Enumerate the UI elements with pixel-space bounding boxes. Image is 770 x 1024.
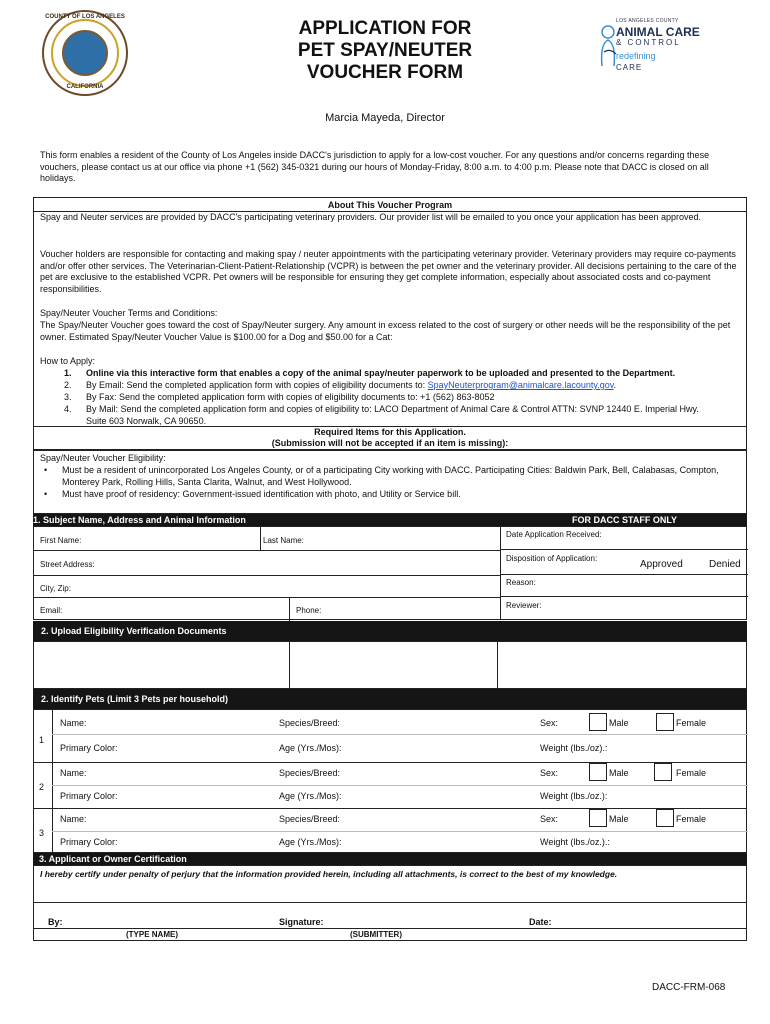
section2-header	[33, 621, 747, 641]
email-label: Email:	[40, 606, 63, 615]
submitter-caption: (SUBMITTER)	[350, 930, 402, 939]
pet-1-name-label: Name:	[60, 718, 87, 728]
pet-2-female-checkbox[interactable]	[654, 763, 672, 781]
pet-3-female-label: Female	[676, 814, 707, 824]
signature-field[interactable]	[334, 908, 514, 928]
pet-3-species-label: Species/Breed:	[279, 814, 341, 824]
pet-2-male-checkbox[interactable]	[589, 763, 607, 781]
eligibility-box	[33, 450, 747, 514]
approved-option[interactable]: Approved	[640, 559, 683, 570]
certification-statement: I hereby certify under penalty of perjury that the information provided herein, including all attachments, is correct to the best of my knowledge.	[40, 869, 618, 879]
how-item-2	[64, 380, 734, 392]
section3-heading: 3. Applicant or Owner Certification	[39, 854, 187, 864]
section2-heading: 2. Upload Eligibility Verification Documents	[41, 626, 227, 636]
section1-grid	[33, 526, 747, 620]
pet-2-name-label: Name:	[60, 768, 87, 778]
about-paragraph-2: Voucher holders are responsible for contacting and making spay / neuter appointments with the participating veterinary provider. Veterinary providers may require co-payments and/or offer other services. The Veterinarian-Client-Patient-Relationship (VCPR) is between the pet owner and the veterinary provider. All decisions pertaining to the care of the pet are exclusive to the established VCPR. Pet owners will be responsible for ensuring they get complete information, especially about associated costs and co-payment responsibilities.	[40, 249, 737, 294]
title-line-2: PET SPAY/NEUTER	[297, 40, 473, 61]
logo-county: LOS ANGELES COUNTY	[616, 18, 679, 24]
dacc-logo	[598, 18, 738, 78]
how-item-4-text: By Mail: Send the completed application form and copies of eligibility to: LACO Department of Animal Care & Control ATTN: SVNP 12440 E. Imperial Hwy. Suite 603 Norwalk, CA 90650.	[86, 404, 699, 426]
section1-header	[33, 514, 747, 526]
street-address-label: Street Address:	[40, 560, 95, 569]
seal-top-text: COUNTY OF LOS ANGELES	[45, 14, 125, 20]
how-item-4-num: 4.	[64, 404, 72, 414]
how-item-2-num: 2.	[64, 380, 72, 390]
pet-1-sex-label: Sex:	[540, 718, 559, 728]
how-item-2-after: .	[613, 380, 617, 390]
pet-1-male-checkbox[interactable]	[589, 713, 607, 731]
pet-2-age-label: Age (Yrs./Mos):	[279, 791, 342, 801]
upload-slot-2[interactable]	[290, 642, 498, 688]
how-item-1-text: Online via this interactive form that enables a copy of the animal spay/neuter paperwork to be uploaded and presented to the Department.	[86, 368, 676, 378]
upload-area	[33, 641, 747, 689]
reason-label: Reason:	[506, 578, 536, 587]
pet-1-weight-label: Weight (lbs./oz).:	[540, 743, 608, 753]
eligibility-item-1-text: Must be a resident of unincorporated Los Angeles County, or of a participating City working with DACC. Participating Cities: Baldwin Park, Bell, Calabasas, Compton, Monterey Park, Rolling Hills, Santa Clarita, Walnut, and West Hollywood.	[62, 465, 719, 487]
intro-paragraph: This form enables a resident of the County of Los Angeles inside DACC's jurisdiction to apply for a low-cost voucher. For any questions and/or concerns regarding these vouchers, please contact us at our office via phone +1 (562) 345-0321 during our hours of Monday-Friday, 8:00 a.m. to 4:00 p.m. Please note that DACC is closed on all holidays.	[40, 150, 710, 183]
pet-1-number: 1	[39, 735, 45, 745]
seal-bottom-text: CALIFORNIA	[66, 84, 104, 90]
how-item-4	[64, 404, 714, 427]
signature-label: Signature:	[279, 917, 324, 927]
pet-3-weight-label: Weight (lbs./oz.).:	[540, 837, 610, 847]
date-label: Date:	[529, 917, 552, 927]
pet-2-female-label: Female	[676, 768, 707, 778]
about-program-box	[33, 197, 747, 450]
by-label: By:	[48, 917, 63, 927]
how-title: How to Apply:	[40, 356, 96, 366]
type-name-caption: (TYPE NAME)	[126, 930, 178, 939]
pets-grid	[33, 709, 747, 853]
reviewer-label: Reviewer:	[506, 601, 542, 610]
terms-text: The Spay/Neuter Voucher goes toward the cost of Spay/Neuter surgery. Any amount in excess related to the cost of surgery or other needs will be the responsibility of the pet owner. Estimated Spay/Neuter Voucher Value is $100.00 for a Dog and $50.00 for a Cat:	[40, 320, 731, 342]
form-title	[250, 18, 520, 84]
pet-3-sex-label: Sex:	[540, 814, 559, 824]
email-link[interactable]: SpayNeuterprogram@animalcare.lacounty.gov	[427, 380, 614, 390]
pets-header	[33, 689, 747, 709]
how-item-1-num: 1.	[64, 368, 72, 378]
title-line-3: VOUCHER FORM	[306, 62, 464, 83]
disposition-label: Disposition of Application:	[506, 554, 598, 563]
pet-3-color-label: Primary Color:	[60, 837, 118, 847]
pet-1-female-checkbox[interactable]	[656, 713, 674, 731]
pet-1-species-label: Species/Breed:	[279, 718, 341, 728]
pet-2-weight-label: Weight (lbs./oz.):	[540, 791, 608, 801]
phone-label: Phone:	[296, 606, 322, 615]
first-name-label: First Name:	[40, 536, 82, 545]
pet-3-number: 3	[39, 828, 45, 838]
required-items-1: Required Items for this Application.	[314, 427, 466, 437]
pet-3-name-label: Name:	[60, 814, 87, 824]
how-item-3-num: 3.	[64, 392, 72, 402]
upload-slot-1[interactable]	[34, 642, 290, 688]
denied-option[interactable]: Denied	[709, 559, 741, 570]
pet-2-number: 2	[39, 782, 45, 792]
staff-only-heading: FOR DACC STAFF ONLY	[572, 515, 677, 525]
certification-box	[33, 865, 747, 941]
how-item-3-text: By Fax: Send the completed application form with copies of eligibility documents to: +1 (562) 863-8052	[86, 392, 495, 402]
pet-2-color-label: Primary Color:	[60, 791, 118, 801]
pet-3-female-checkbox[interactable]	[656, 809, 674, 827]
form-id: DACC-FRM-068	[652, 982, 726, 993]
eligibility-item-2: • Must have proof of residency: Government-issued identification with photo, and Utility or Service bill.	[44, 489, 461, 499]
title-line-1: APPLICATION FOR	[298, 18, 472, 39]
pet-3-male-checkbox[interactable]	[589, 809, 607, 827]
pet-2-sex-label: Sex:	[540, 768, 559, 778]
how-item-1	[64, 368, 734, 380]
pet-2-male-label: Male	[609, 768, 629, 778]
upload-slot-3[interactable]	[498, 642, 748, 688]
pet-1-male-label: Male	[609, 718, 629, 728]
about-heading: About This Voucher Program	[327, 200, 453, 210]
pet-1-female-label: Female	[676, 718, 707, 728]
required-items-2: (Submission will not be accepted if an item is missing):	[271, 438, 509, 448]
director-name: Marcia Mayeda, Director	[325, 112, 445, 124]
how-item-2-text: By Email: Send the completed application form with copies of eligibility documents to:	[86, 380, 428, 390]
logo-redefining: redefining	[616, 51, 656, 61]
type-name-field[interactable]	[94, 908, 264, 928]
date-field[interactable]	[559, 908, 739, 928]
eligibility-item-2-text: Must have proof of residency: Government-issued identification with photo, and Utility or Service bill.	[62, 489, 461, 499]
pet-2-species-label: Species/Breed:	[279, 768, 341, 778]
pet-1-color-label: Primary Color:	[60, 743, 118, 753]
pet-3-male-label: Male	[609, 814, 629, 824]
how-item-3	[64, 392, 734, 404]
logo-figure-icon	[598, 22, 618, 68]
pets-heading: 2. Identify Pets (Limit 3 Pets per household)	[41, 694, 229, 704]
logo-care: CARE	[616, 63, 643, 72]
pet-1-age-label: Age (Yrs./Mos):	[279, 743, 342, 753]
eligibility-title: Spay/Neuter Voucher Eligibility:	[40, 453, 166, 463]
city-zip-label: City, Zip:	[40, 584, 71, 593]
logo-animal-care: ANIMAL CARE	[616, 25, 700, 39]
terms-title: Spay/Neuter Voucher Terms and Conditions:	[40, 308, 218, 318]
section1-heading: 1. Subject Name, Address and Animal Information	[33, 515, 246, 525]
eligibility-item-1: • Must be a resident of unincorporated Los Angeles County, or of a participating City working with DACC. Participating Cities: Baldwin Park, Bell, Calabasas, Compton, Monterey Park, Rolling Hills, Santa Clarita, Walnut, and West Hollywood.	[44, 465, 719, 487]
date-received-label: Date Application Received:	[506, 530, 602, 539]
section3-header	[33, 853, 747, 865]
pet-3-age-label: Age (Yrs./Mos):	[279, 837, 342, 847]
last-name-label: Last Name:	[263, 536, 304, 545]
logo-control: & CONTROL	[616, 38, 681, 47]
about-paragraph-1: Spay and Neuter services are provided by DACC's participating veterinary providers. Our provider list will be emailed to you once your application has been approved.	[40, 212, 702, 222]
county-seal	[42, 10, 128, 96]
